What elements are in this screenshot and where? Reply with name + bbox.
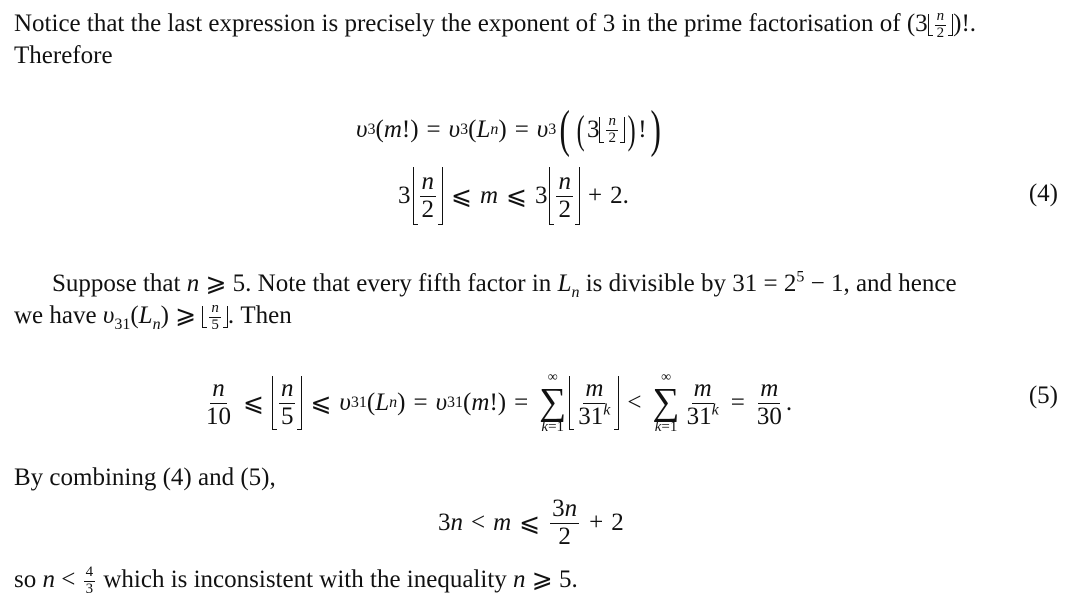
text: − 1, and hence [810,270,957,297]
text: Suppose that [52,270,181,297]
paragraph-3: By combining (4) and (5), [14,464,276,491]
text: so [14,566,37,593]
paragraph-1-line-1 [14,8,976,40]
text: which is inconsistent with the inequality [103,566,507,593]
display-valuation-equation: υ 3 ( m !) = υ 3 ( L n ) = υ 3 ( ( 3 $\frac{n}{2}$ ) ! ) [356,101,661,158]
equation-4: 3 $\frac{n}{2}$ ⩽ m ⩽ 3 $\frac{n}{2}$ + 2. [398,164,629,228]
factorial-expression: (3 $\frac{n}{2}$ )!. [906,8,977,41]
equation-5-label: (5) [1028,382,1058,409]
text: Note that every fifth factor in [257,270,552,297]
paragraph-2-line-2: we have $\upsilon_{31}(L_n)$ ⩾ $\frac{n}{5}$ . Then [14,300,292,333]
text: Notice that the last expression is precisely the exponent of 3 in the prime factorisation of [14,10,901,37]
text: Then [240,302,292,329]
paragraph-4: so n < $\frac{4}{3}$ which is inconsistent with the inequality n ⩾ 5. [14,564,578,597]
equation-4-label: (4) [1028,180,1058,207]
equation-5: $\frac{n}{10}$ ⩽ $\frac{n}{5}$ ⩽ υ 31 ( L n ) = υ 31 ( m !) = ∞ ∑ k=1 $\frac{m}{31^k}$ < ∞ ∑ k=1 $\frac{m}{31^k}$ = $\frac{m}{30}$ . [206,370,793,435]
paragraph-2-line-1: Suppose that n ⩾ 5. Note that every fifth factor in $L_n$ is divisible by $31 = 2^5 - 1$, and hence [52,268,957,301]
text: is divisible by 31 = 2 [585,270,797,297]
paragraph-1-line-2: Therefore [14,42,113,69]
text: we have [14,302,97,329]
display-combined-inequality: 3 n < m ⩽ $\frac{3n}{2}$ + 2 [438,495,624,550]
